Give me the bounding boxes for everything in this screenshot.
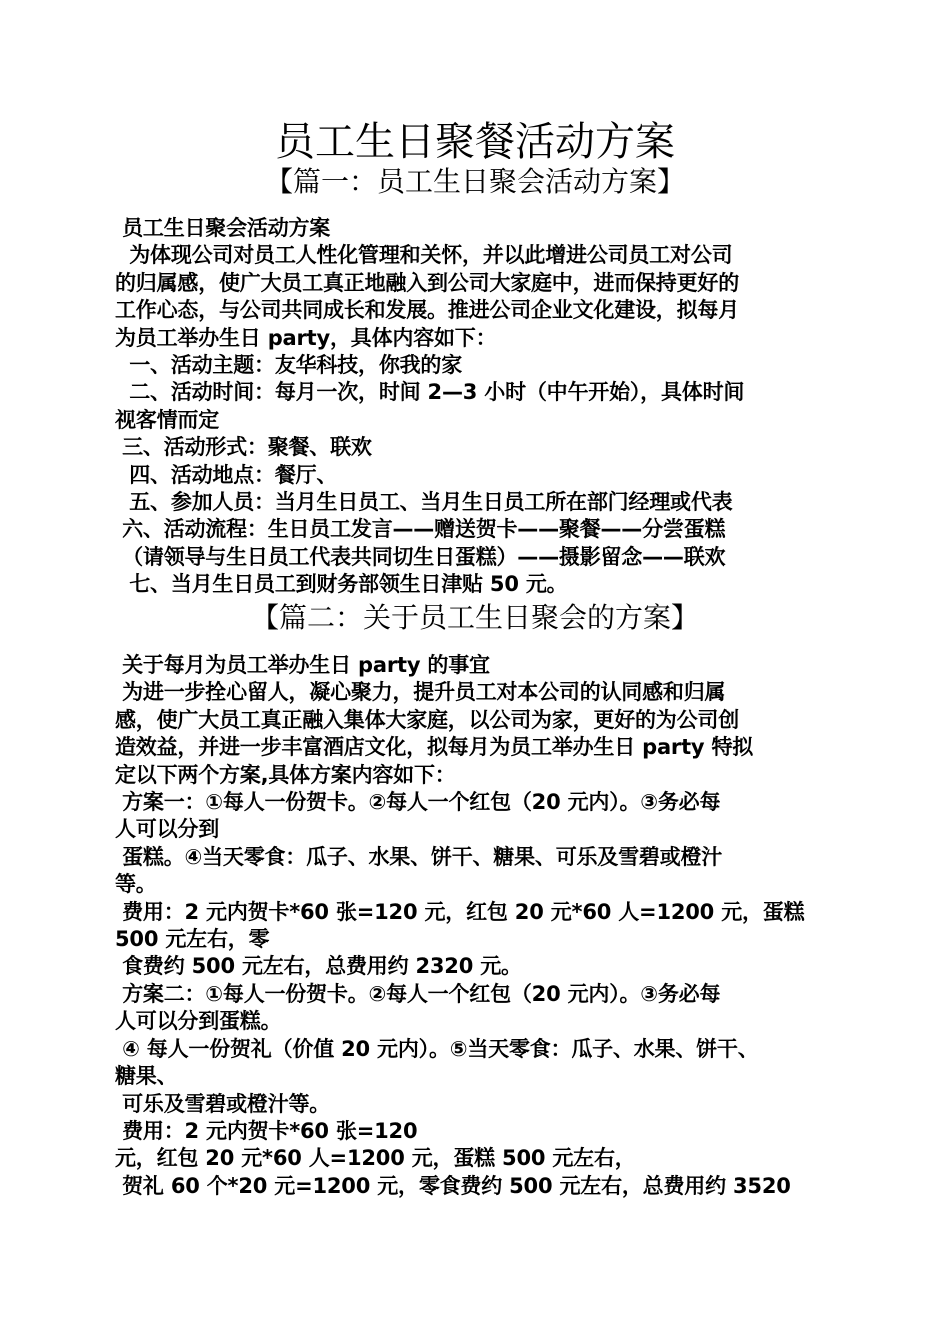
section1-line: 三、活动形式：聚餐、联欢 <box>115 435 372 460</box>
section2-line: 关于每月为员工举办生日 party 的事宜 <box>115 653 490 677</box>
section2-line: 元，红包 20 元*60 人=1200 元，蛋糕 500 元左右， <box>115 1146 636 1171</box>
section2-line: 方案二：①每人一份贺卡。②每人一个红包（20 元内）。③务必每 <box>115 981 721 1006</box>
section1-line: 为员工举办生日 party，具体内容如下： <box>115 325 497 350</box>
section2-line: 费用：2 元内贺卡*60 张=120 元，红包 20 元*60 人=1200 元，蛋糕 <box>115 899 805 924</box>
section2-line: 食费约 500 元左右，总费用约 2320 元。 <box>115 954 522 979</box>
section1-line: 员工生日聚会活动方案 <box>115 216 331 240</box>
section1-line: 的归属感，使广大员工真正地融入到公司大家庭中，进而保持更好的 <box>115 270 739 295</box>
section1-line: 为体现公司对员工人性化管理和关怀，并以此增进公司员工对公司 <box>115 243 733 268</box>
section2-line: 人可以分到 <box>115 817 219 842</box>
section1-line: （请领导与生日员工代表共同切生日蛋糕）——摄影留念——联欢 <box>115 544 726 569</box>
section1-body <box>115 215 845 599</box>
section1-line: 二、活动时间：每月一次，时间 2—3 小时（中午开始），具体时间 <box>115 380 745 405</box>
section2-line: 糖果、 <box>115 1064 178 1089</box>
section2-line: 蛋糕。④当天零食：瓜子、水果、饼干、糖果、可乐及雪碧或橙汁 <box>115 844 723 869</box>
section2-line: 500 元左右，零 <box>115 927 270 952</box>
section2-line: 人可以分到蛋糕。 <box>115 1009 282 1034</box>
section1-line: 六、活动流程：生日员工发言——赠送贺卡——聚餐——分尝蛋糕 <box>115 517 726 542</box>
section2-line: 感，使广大员工真正融入集体大家庭，以公司为家，更好的为公司创 <box>115 707 739 732</box>
section1-line: 四、活动地点：餐厅、 <box>115 462 338 487</box>
section2-line: ④ 每人一份贺礼（价值 20 元内）。⑤当天零食：瓜子、水果、饼干、 <box>115 1036 759 1061</box>
section1-line: 工作心态，与公司共同成长和发展。推进公司企业文化建设，拟每月 <box>115 298 739 323</box>
section1-line: 五、参加人员：当月生日员工、当月生日员工所在部门经理或代表 <box>115 490 733 515</box>
section2-line: 方案一：①每人一份贺卡。②每人一个红包（20 元内）。③务必每 <box>115 790 721 815</box>
section1-line: 七、当月生日员工到财务部领生日津贴 50 元。 <box>115 572 568 597</box>
section2-line: 等。 <box>115 872 157 897</box>
section2-heading: 【篇二：关于员工生日聚会的方案】 <box>250 601 699 634</box>
section2-line: 定以下两个方案,具体方案内容如下： <box>115 762 456 787</box>
page-title: 员工生日聚餐活动方案 <box>275 119 675 165</box>
section1-line: 视客情而定 <box>115 407 219 432</box>
section1-line: 一、活动主题：友华科技，你我的家 <box>115 353 463 378</box>
section2-body <box>115 652 845 1200</box>
section2-line: 费用：2 元内贺卡*60 张=120 <box>115 1118 418 1143</box>
section2-line: 可乐及雪碧或橙汁等。 <box>115 1091 331 1116</box>
section1-heading: 【篇一：员工生日聚会活动方案】 <box>264 165 685 198</box>
section2-line: 贺礼 60 个*20 元=1200 元，零食费约 500 元左右，总费用约 3520 <box>115 1173 791 1198</box>
section2-line: 造效益，并进一步丰富酒店文化，拟每月为员工举办生日 party 特拟 <box>115 735 754 760</box>
section2-line: 为进一步拴心留人，凝心聚力，提升员工对本公司的认同感和归属 <box>115 680 726 705</box>
